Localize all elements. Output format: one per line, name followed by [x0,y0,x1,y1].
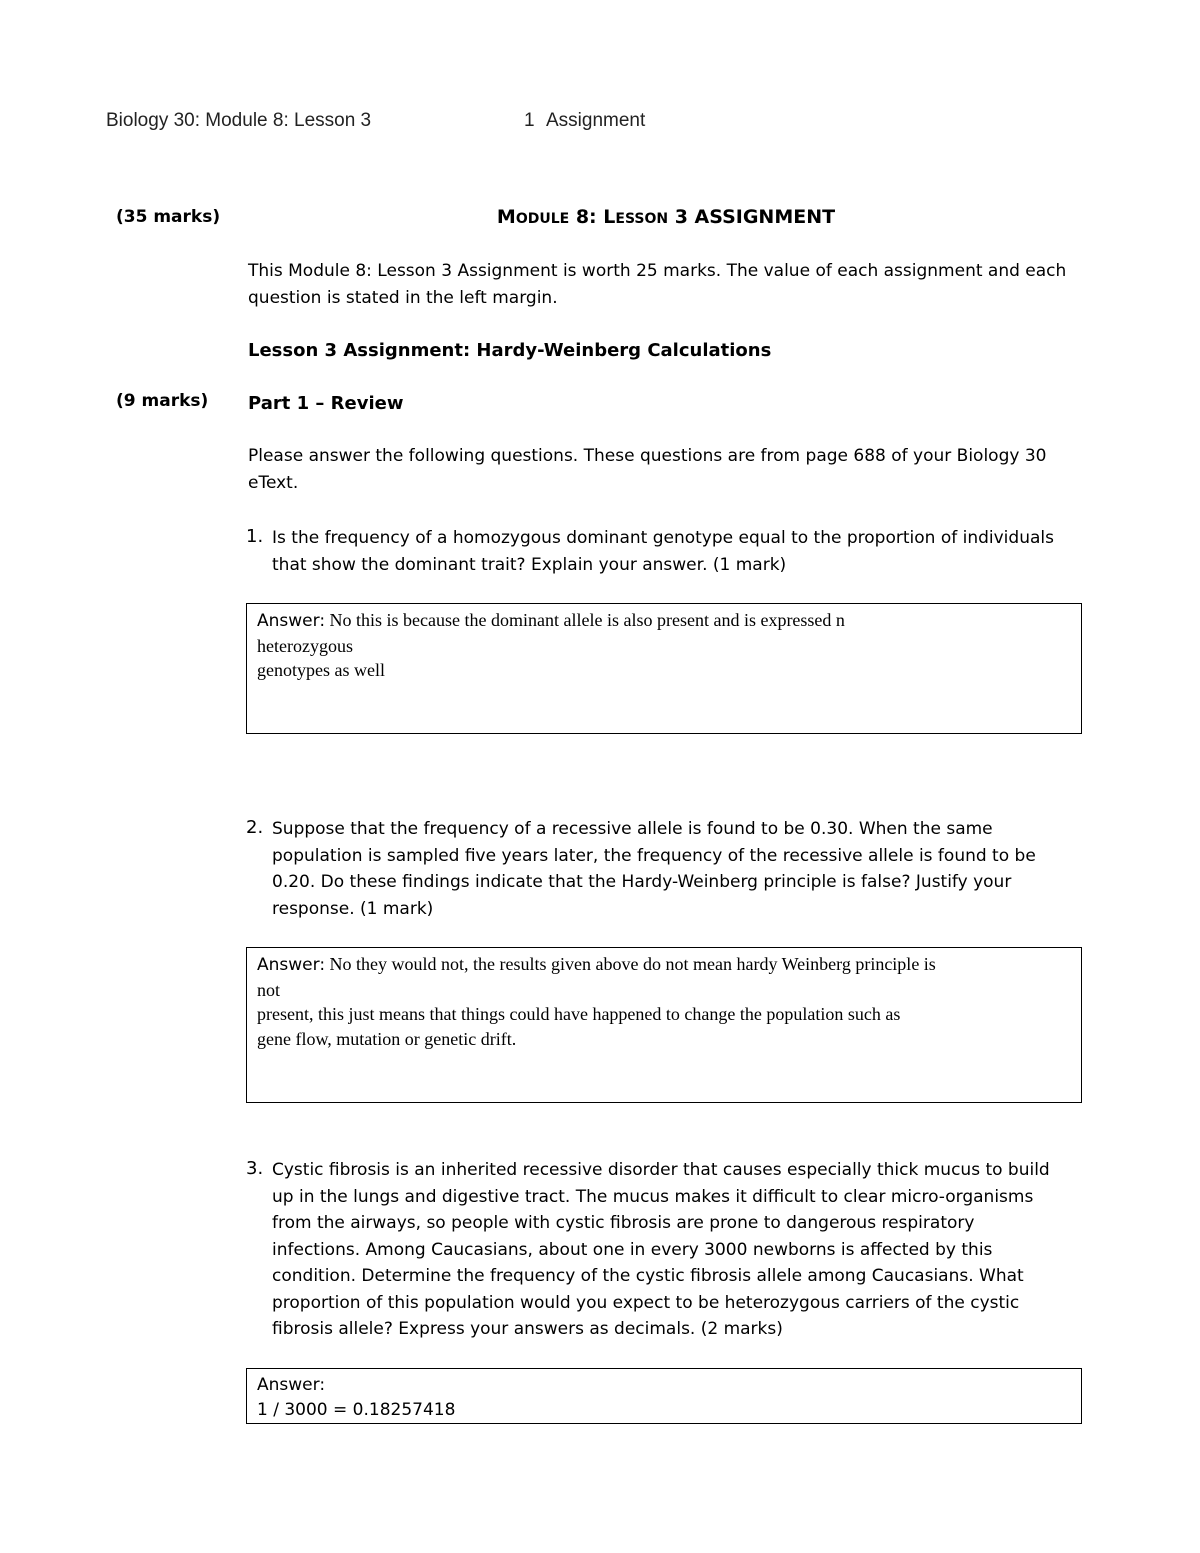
answer-line: heterozygous [257,635,353,656]
part1-instructions [248,443,1098,497]
course-header: Biology 30: Module 8: Lesson 3 [106,110,372,131]
question-line: population is sampled five years later, the frequency of the recessive allele is found to be [272,845,1036,866]
question-line: Is the frequency of a homozygous dominant genotype equal to the proportion of individuals [272,528,1054,548]
answer-label: Answer: [257,1375,326,1395]
page-title [248,206,1084,228]
answer-line: gene flow, mutation or genetic drift. [257,1028,517,1049]
answer-line: 1 / 3000 = 0.18257418 [257,1400,456,1420]
title-part: ESSON [615,211,669,227]
question-line: condition. Determine the frequency of the cystic fibrosis allele among Caucasians. What [272,1266,1024,1286]
answer-line: not [257,979,281,1000]
answer-box-2[interactable] [246,947,1082,1103]
intro-paragraph [248,258,1098,312]
instructions-line: eText. [248,473,299,493]
doc-type-header: Assignment [546,110,646,131]
question-1-text [272,525,1082,578]
answer-line [257,608,1071,634]
page-number: 1 [524,110,535,131]
total-marks-label: (35 marks) [116,207,221,227]
question-line: Suppose that the frequency of a recessive allele is found to be 0.30. When the same [272,819,993,839]
question-line: 0.20. Do these findings indicate that the Hardy-Weinberg principle is false? Justify your [272,872,1012,892]
part1-heading: Part 1 – Review [248,393,404,414]
answer-label: Answer: [257,611,326,631]
answer-box-3[interactable] [246,1368,1082,1424]
title-part: M [496,206,516,228]
instructions-line: Please answer the following questions. These questions are from page 688 of your Biology 30 [248,446,1047,466]
intro-line: This Module 8: Lesson 3 Assignment is worth 25 marks. The value of each assignment and each [248,261,1067,281]
question-line: proportion of this population would you expect to be heterozygous carriers of the cystic [272,1292,1020,1313]
question-3-text [272,1157,1082,1343]
answer-line: present, this just means that things could have happened to change the population such as [257,1004,901,1024]
answer-line [257,952,1071,978]
question-line: response. (1 mark) [272,898,434,919]
question-line: fibrosis allele? Express your answers as decimals. (2 marks) [272,1319,783,1339]
answer-text: No they would not, the results given above do not mean hardy Weinberg principle is [325,954,936,974]
question-line: from the airways, so people with cystic fibrosis are prone to dangerous respiratory [272,1213,975,1233]
question-line: that show the dominant trait? Explain your answer. (1 mark) [272,554,787,575]
answer-label: Answer: [257,955,326,975]
answer-text: No this is because the dominant allele is also present and is expressed n [325,610,845,630]
question-line: up in the lungs and digestive tract. The mucus makes it difficult to clear micro-organisms [272,1186,1034,1207]
answer-line: genotypes as well [257,660,385,680]
title-part: ODULE [515,211,570,227]
question-1-number: 1. [246,526,264,547]
question-2-number: 2. [246,817,264,838]
question-line: Cystic fibrosis is an inherited recessive disorder that causes especially thick mucus to build [272,1160,1050,1180]
question-line: infections. Among Caucasians, about one in every 3000 newborns is affected by this [272,1239,993,1260]
lesson-heading: Lesson 3 Assignment: Hardy-Weinberg Calculations [248,340,772,361]
answer-box-1[interactable] [246,603,1082,734]
question-3-number: 3. [246,1158,264,1179]
title-part: 8: L [569,206,616,228]
title-part: 3 ASSIGNMENT [668,206,836,228]
question-2-text [272,816,1082,922]
intro-line: question is stated in the left margin. [248,288,558,308]
part1-marks-label: (9 marks) [116,391,209,411]
